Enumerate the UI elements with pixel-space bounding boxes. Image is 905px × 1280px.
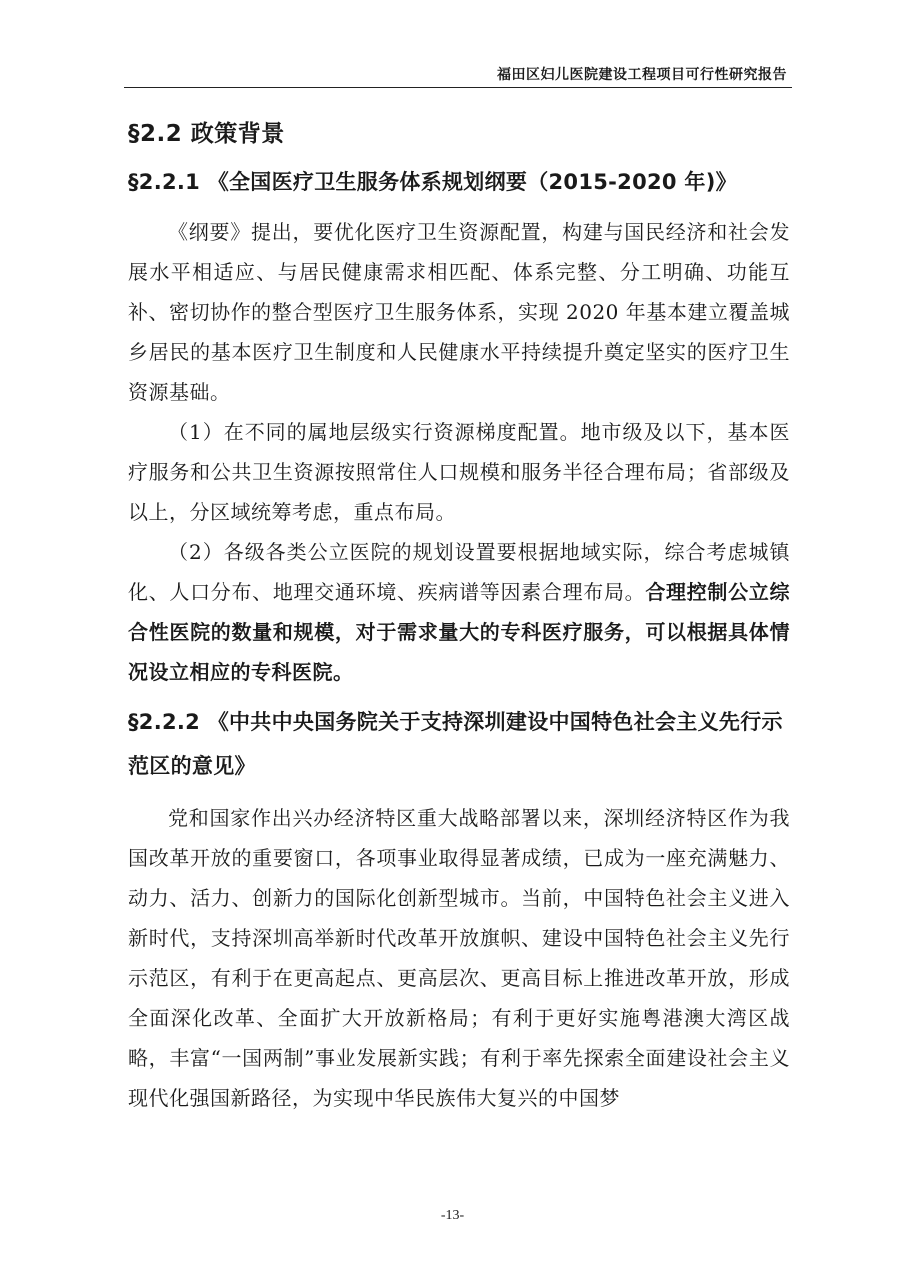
paragraph-outline-summary: 《纲要》提出，要优化医疗卫生资源配置，构建与国民经济和社会发展水平相适应、与居民健康需求相匹配、体系完整、分工明确、功能互补、密切协作的整合型医疗卫生服务体系，实现 2020 年基本建立覆盖城乡居民的基本医疗卫生制度和人民健康水平持续提升奠定坚实的医疗卫生资源基础。 xyxy=(128,220,790,404)
running-header-title: 福田区妇儿医院建设工程项目可行性研究报告 xyxy=(497,67,787,83)
section-heading: §2.2 政策背景 xyxy=(128,121,285,147)
paragraph-shenzhen-opinion: 党和国家作出兴办经济特区重大战略部署以来，深圳经济特区作为我国改革开放的重要窗口，各项事业取得显著成绩，已成为一座充满魅力、动力、活力、创新力的国际化创新型城市。当前，中国特色社会主义进入新时代，支持深圳高举新时代改革开放旗帜、建设中国特色社会主义先行示范区，有利于在更高起点、更高层次、更高目标上推进改革开放，形成全面深化改革、全面扩大开放新格局；有利于更好实施粤港澳大湾区战略，丰富“一国两制”事业发展新实践；有利于率先探索全面建设社会主义现代化强国新路径，为实现中华民族伟大复兴的中国梦 xyxy=(128,806,790,1110)
document-body xyxy=(128,112,790,1118)
paragraph-item-1: （1）在不同的属地层级实行资源梯度配置。地市级及以下，基本医疗服务和公共卫生资源按照常住人口规模和服务半径合理布局；省部级及以上，分区域统筹考虑，重点布局。 xyxy=(128,420,790,524)
header-divider xyxy=(124,87,792,88)
paragraph-item-2-emphasis: 合理控制公立综合性医院的数量和规模，对于需求量大的专科医疗服务，可以根据具体情况设立相应的专科医院。 xyxy=(128,580,791,684)
paragraph-item-2-plain: （2）各级各类公立医院的规划设置要根据地域实际，综合考虑城镇化、人口分布、地理交通环境、疾病谱等因素合理布局。 xyxy=(128,540,790,604)
page-number: -13- xyxy=(440,1208,465,1223)
subsection-heading-2-2-2: §2.2.2 《中共中央国务院关于支持深圳建设中国特色社会主义先行示范区的意见》 xyxy=(128,710,783,778)
subsection-heading-2-2-1: §2.2.1 《全国医疗卫生服务体系规划纲要（2015-2020 年)》 xyxy=(128,170,737,194)
paragraph-item-2 xyxy=(128,532,790,692)
